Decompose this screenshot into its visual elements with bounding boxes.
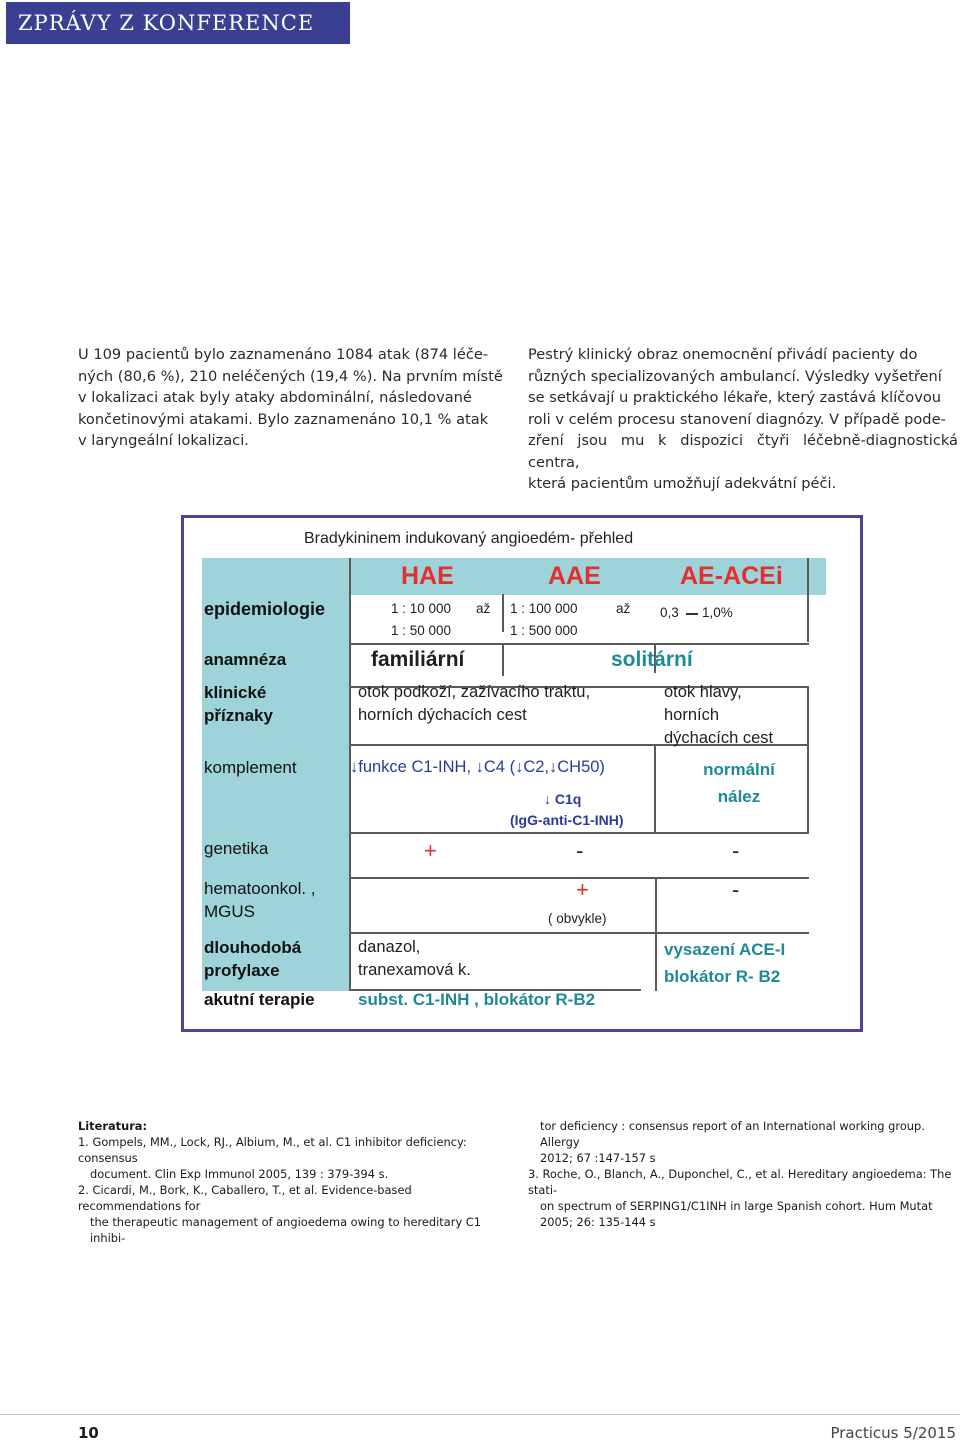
label-line: dlouhodobá [204,938,302,957]
hematology-aae-note: ( obvykle) [548,911,607,926]
column-header-aae: AAE [548,562,601,590]
intro-right-paragraph [528,344,958,495]
label-line: klinické [204,683,267,702]
hematology-aae: + [576,877,589,902]
complement-c1q-antibody: (IgG-anti-C1-INH) [510,812,624,828]
grid-line [807,558,809,642]
complement-values [350,756,605,779]
ace-incidence-2: 1,0% [702,605,733,620]
label-line: hematoonkol. , [204,879,316,898]
row-label-komplement: komplement [204,758,297,777]
text-line: roli v celém procesu stanovení diagnózy. V případě pode- [528,410,946,428]
journal-issue: Practicus 5/2015 [830,1424,956,1442]
grid-line [655,877,657,991]
cell-line: otok podkoží, zažívacího traktu, [358,683,591,701]
cell-line: normální [703,760,775,779]
c1q-label: C1q [554,791,582,807]
literature-left [78,1118,506,1246]
intro-left-paragraph [78,344,506,452]
reference-line: 3. Roche, O., Blanch, A., Duponchel, C., et al. Hereditary angioedema: The stati- [528,1167,952,1197]
reference-line: 2012; 67 :147-157 s [540,1151,656,1165]
reference-line: 2005; 26: 135-144 s [540,1215,656,1229]
prophylaxis-hae-aae [358,936,471,982]
cell-line: vysazení ACE-I [664,940,786,959]
cell-line: dýchacích cest [664,729,774,747]
row-label-genetika: genetika [204,839,269,858]
footer-divider [0,1414,960,1415]
complement-ae-acei [684,756,794,810]
grid-line [349,932,809,934]
genetics-hae: + [424,838,437,863]
text-line: zření jsou mu k dispozici čtyři léčebně-diagnostická centra, [528,432,958,471]
column-header-hae: HAE [401,562,454,590]
reference-line: document. Clin Exp Immunol 2005, 139 : 379-394 s. [90,1167,389,1181]
label-line: profylaxe [204,961,280,980]
complement-c1q [544,788,581,811]
complement-ch50: CH50) [557,758,605,776]
cell-line: tranexamová k. [358,961,471,979]
anamnesis-familial: familiární [371,648,465,671]
text-line: v lokalizaci atak byly ataky abdominální, následované [78,389,472,406]
hematology-ae-acei: - [732,877,740,902]
text-line: ných (80,6 %), 210 neléčených (19,4 %). Na prvním místě [78,367,503,385]
hae-incidence-2: 1 : 50 000 [391,623,452,638]
anamnesis-solitary: solitární [611,648,693,671]
down-arrow-icon: ↓ [515,758,524,776]
cell-line: danazol, [358,938,421,956]
figure-title: Bradykininem indukovaný angioedém- přehled [304,530,634,547]
row-label-anamneza: anamnéza [204,650,287,669]
reference-line: 1. Gompels, MM., Lock, RJ., Albium, M., et al. C1 inhibitor deficiency: consensus [78,1135,467,1165]
reference-line: the therapeutic management of angioedema owing to hereditary C1 inhibi- [90,1215,482,1245]
genetics-ae-acei: - [732,838,740,863]
row-label-akutni-terapie: akutní terapie [204,990,315,1009]
cell-line: otok hlavy, [664,683,742,701]
text-line: různých specializovaných ambulancí. Výsledky vyšetření [528,367,942,385]
column-header-ae-acei: AE-ACEi [680,562,783,590]
cell-line: horních dýchacích cest [358,706,527,724]
genetics-aae: - [576,838,584,863]
text-line: v laryngeální lokalizaci. [78,432,249,449]
hae-incidence-to: až [476,601,491,616]
text-line: končetinovými atakami. Bylo zaznamenáno 10,1 % atak [78,410,489,428]
grid-line [349,832,809,834]
text-line: U 109 pacientů bylo zaznamenáno 1084 atak (874 léče- [78,346,489,363]
reference-line: on spectrum of SERPING1/C1INH in large Spanish cohort. Hum Mutat [540,1199,933,1213]
text-line: se setkávají u praktického lékaře, který zastává klíčovou [528,389,942,406]
text-line: Pestrý klinický obraz onemocnění přivádí pacienty do [528,346,918,363]
literature-heading: Literatura: [78,1119,148,1133]
cell-line: horních [664,706,720,724]
reference-line: tor deficiency : consensus report of an International working group. Allergy [540,1119,925,1149]
grid-line [349,643,809,645]
range-dash-icon [686,613,698,615]
overview-figure [181,515,863,1032]
grid-line [502,594,504,632]
label-line: příznaky [204,706,273,725]
row-label-profylaxe [204,936,301,982]
grid-line [654,744,656,834]
label-line: MGUS [204,902,255,921]
section-header: ZPRÁVY Z KONFERENCE [6,2,350,44]
down-arrow-icon: ↓ [544,791,551,807]
complement-c2: C2, [523,758,549,776]
ace-incidence-1: 0,3 [660,605,679,620]
symptoms-ae-acei [664,681,773,750]
complement-c1inh: funkce C1-INH, [358,758,472,776]
down-arrow-icon: ↓ [350,758,359,776]
reference-line: 2. Cicardi, M., Bork, K., Caballero, T., et al. Evidence-based recommendations for [78,1183,412,1213]
cell-line: blokátor R- B2 [664,967,781,986]
grid-line [807,686,809,832]
aae-incidence-2: 1 : 500 000 [510,623,578,638]
row-label-hematoonkol [204,877,316,923]
cell-line: nález [717,787,761,806]
grid-line [502,643,504,676]
page-number: 10 [78,1424,99,1442]
aae-incidence-1: 1 : 100 000 [510,601,578,616]
row-label-klinicke-priznaky [204,681,273,727]
acute-therapy-hae-aae: subst. C1-INH , blokátor R-B2 [358,990,596,1009]
literature-right [528,1118,958,1230]
down-arrow-icon: ↓ [475,758,484,776]
text-line: která pacientům umožňují adekvátní péči. [528,475,837,492]
complement-c4: C4 ( [483,758,516,776]
hae-incidence-1: 1 : 10 000 [391,601,452,616]
symptoms-hae-aae [358,681,590,727]
prophylaxis-ae-acei [664,936,785,990]
down-arrow-icon: ↓ [549,758,558,776]
row-label-epidemiologie: epidemiologie [204,599,326,619]
aae-incidence-to: až [616,601,631,616]
